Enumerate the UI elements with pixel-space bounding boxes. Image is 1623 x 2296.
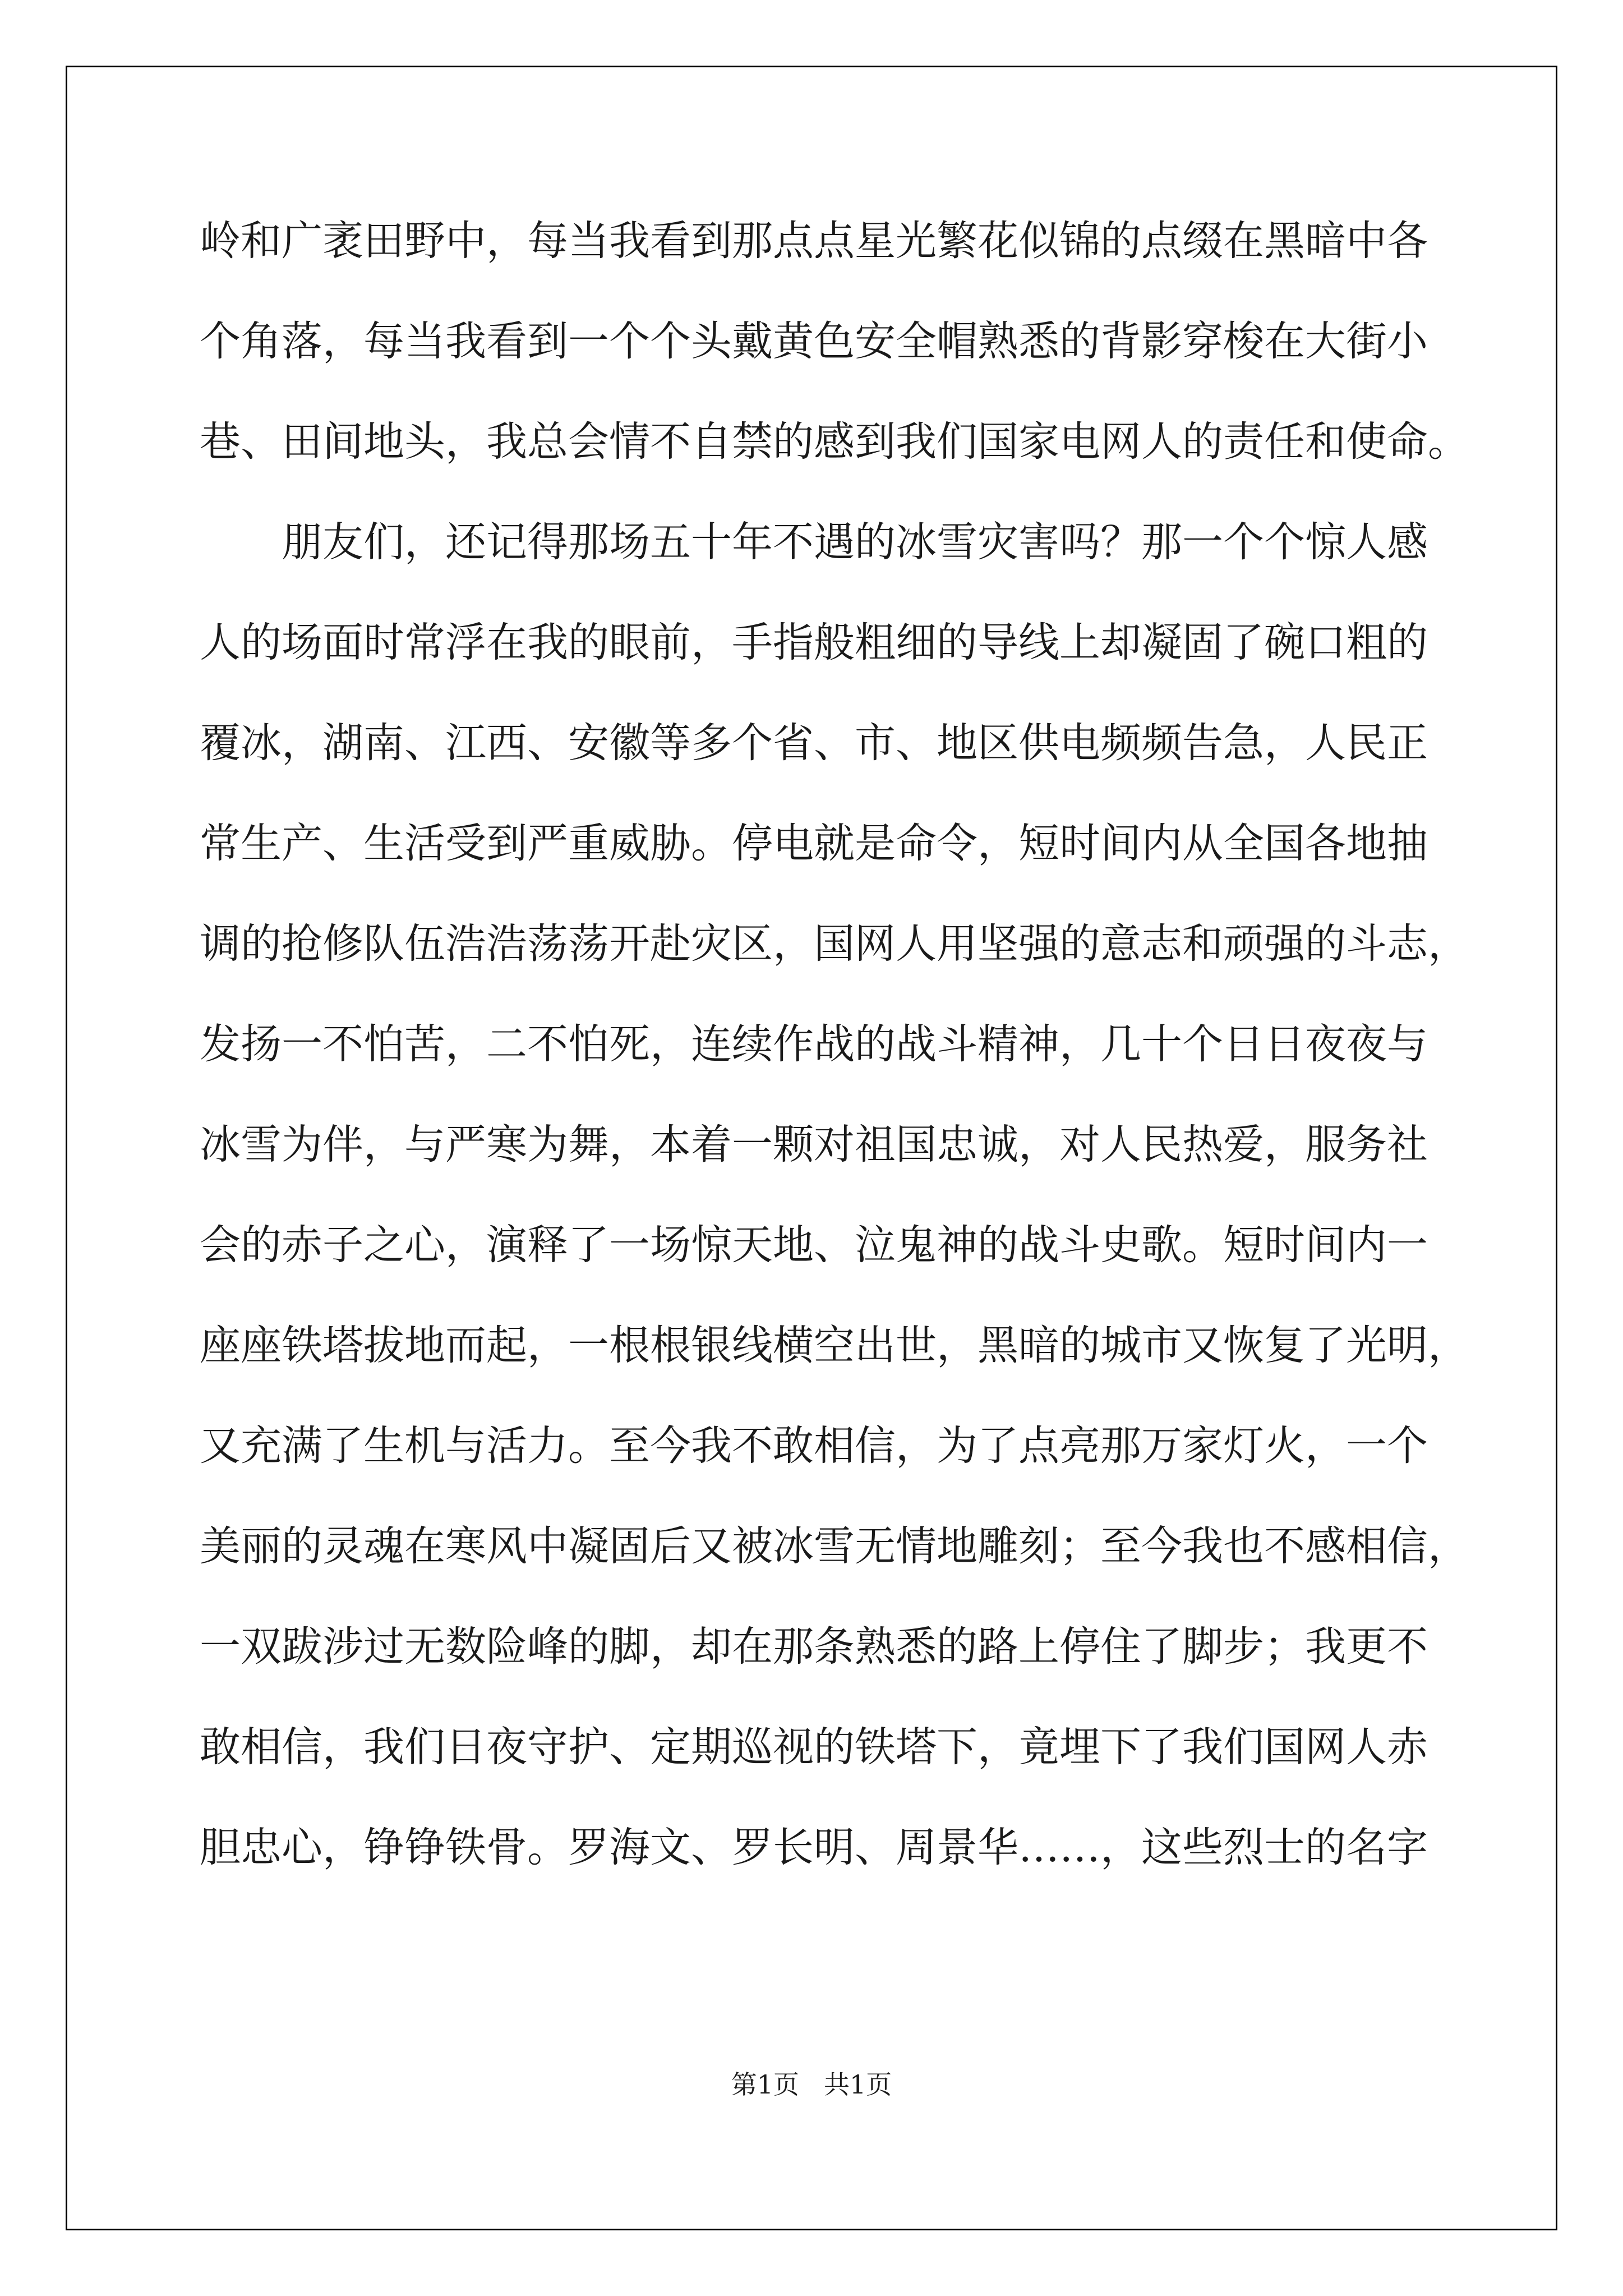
text-line: 座座铁塔拔地而起，一根根银线横空出世，黑暗的城市又恢复了光明， xyxy=(200,1322,1469,1369)
text-line: 人的场面时常浮在我的眼前，手指般粗细的导线上却凝固了碗口粗的 xyxy=(200,619,1428,666)
text-line: 岭和广袤田野中，每当我看到那点点星光繁花似锦的点缀在黑暗中各 xyxy=(200,217,1428,265)
text-line: 发扬一不怕苦，二不怕死，连续作战的战斗精神，几十个日日夜夜与 xyxy=(200,1020,1428,1068)
text-line: 胆忠心，铮铮铁骨。罗海文、罗长明、周景华……，这些烈士的名字 xyxy=(200,1824,1428,1871)
text-line: 一双跋涉过无数险峰的脚，却在那条熟悉的路上停住了脚步；我更不 xyxy=(200,1623,1428,1671)
text-line: 调的抢修队伍浩浩荡荡开赴灾区，国网人用坚强的意志和顽强的斗志， xyxy=(200,920,1469,968)
page-number: 第1页 xyxy=(731,2069,800,2100)
text-line: 又充满了生机与活力。至今我不敢相信，为了点亮那万家灯火，一个 xyxy=(200,1422,1428,1470)
page-footer xyxy=(0,2064,1623,2101)
text-line: 敢相信，我们日夜守护、定期巡视的铁塔下，竟埋下了我们国网人赤 xyxy=(200,1723,1428,1771)
document-body xyxy=(200,191,1469,1898)
text-line: 巷、田间地头，我总会情不自禁的感到我们国家电网人的责任和使命。 xyxy=(200,418,1469,466)
paragraph-first-line: 朋友们，还记得那场五十年不遇的冰雪灾害吗？那一个个惊人感 xyxy=(282,518,1428,566)
text-line: 常生产、生活受到严重威胁。停电就是命令，短时间内从全国各地抽 xyxy=(200,820,1428,867)
text-line: 会的赤子之心，演释了一场惊天地、泣鬼神的战斗史歌。短时间内一 xyxy=(200,1221,1428,1269)
text-line: 个角落，每当我看到一个个头戴黄色安全帽熟悉的背影穿梭在大街小 xyxy=(200,318,1428,365)
text-line: 冰雪为伴，与严寒为舞，本着一颗对祖国忠诚，对人民热爱，服务社 xyxy=(200,1121,1428,1168)
text-line: 覆冰，湖南、江西、安徽等多个省、市、地区供电频频告急，人民正 xyxy=(200,719,1428,767)
text-line: 美丽的灵魂在寒风中凝固后又被冰雪无情地雕刻；至今我也不感相信， xyxy=(200,1522,1469,1570)
total-pages: 共1页 xyxy=(823,2069,892,2100)
